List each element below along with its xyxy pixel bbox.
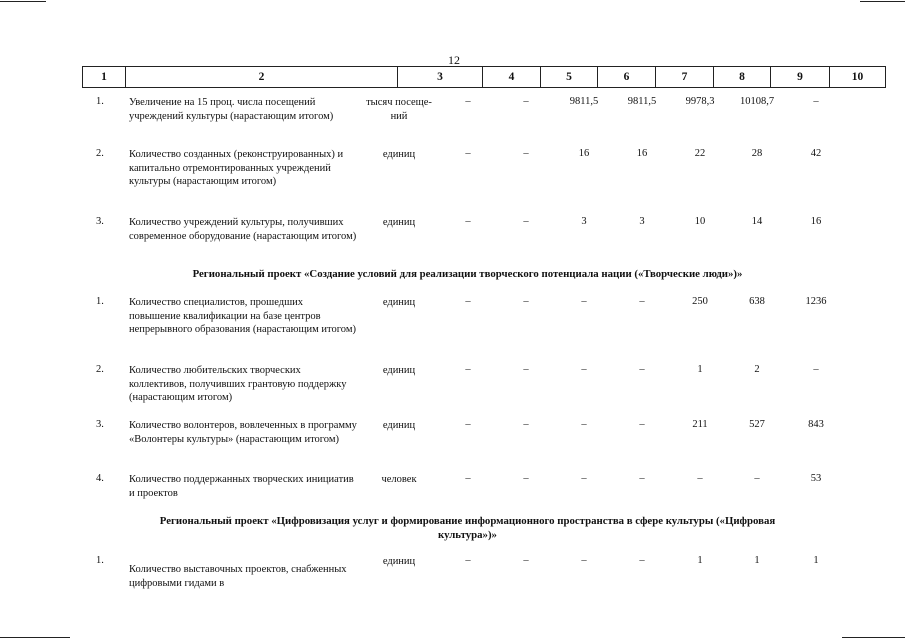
value-cell: 1 xyxy=(697,364,703,375)
value-cell: – xyxy=(813,364,819,375)
value-cell: – xyxy=(523,216,529,227)
value-cell: – xyxy=(639,364,645,375)
value-cell: – xyxy=(581,296,587,307)
value-cell: 527 xyxy=(749,419,765,430)
value-cell: – xyxy=(465,148,471,159)
value-cell: 3 xyxy=(581,216,587,227)
value-cell: – xyxy=(639,473,645,484)
unit-cell: единиц xyxy=(382,365,416,376)
column-header: 7 xyxy=(656,67,714,88)
value-cell: 211 xyxy=(692,419,708,430)
column-header: 9 xyxy=(771,67,830,88)
section-heading: Региональный проект «Создание условий для реализации творческого потенциала нации («Творческие люди»)» xyxy=(192,268,743,280)
value-cell: – xyxy=(465,364,471,375)
row-number: 4. xyxy=(96,473,104,484)
unit-cell: единиц xyxy=(382,556,416,567)
column-header: 5 xyxy=(541,67,598,88)
value-cell: – xyxy=(581,555,587,566)
value-cell: 28 xyxy=(751,148,763,159)
unit-cell: единиц xyxy=(382,217,416,228)
value-cell: 2 xyxy=(754,364,760,375)
value-cell: 250 xyxy=(692,296,708,307)
indicator-name: Количество волонтеров, вовлеченных в программу «Волонтеры культуры» (нарастающим итогом) xyxy=(129,420,357,445)
unit-cell: единиц xyxy=(382,297,416,308)
value-cell: – xyxy=(523,148,529,159)
indicator-name: Количество созданных (реконструированных) и капитально отремонтированных учреждений культуры (нарастающим итогом) xyxy=(129,149,344,187)
value-cell: 9811,5 xyxy=(569,96,599,107)
value-cell: – xyxy=(465,296,471,307)
value-cell: 1 xyxy=(754,555,760,566)
column-header: 1 xyxy=(83,67,126,88)
indicator-name: Количество учреждений культуры, получивших современное оборудование (нарастающим итогом) xyxy=(129,217,357,242)
row-number: 2. xyxy=(96,148,104,159)
value-cell: – xyxy=(523,96,529,107)
value-cell: 843 xyxy=(808,419,824,430)
indicator-name: Количество поддержанных творческих инициатив и проектов xyxy=(129,474,354,499)
indicator-name: Количество выставочных проектов, снабженных цифровыми гидами в xyxy=(129,564,347,589)
row-number: 3. xyxy=(96,419,104,430)
value-cell: – xyxy=(523,473,529,484)
value-cell: – xyxy=(639,296,645,307)
page-number: 12 xyxy=(448,53,460,67)
value-cell: 638 xyxy=(749,296,765,307)
row-number: 1. xyxy=(96,296,104,307)
unit-cell: человек xyxy=(381,474,417,485)
row-number: 1. xyxy=(96,555,104,566)
value-cell: 1 xyxy=(697,555,703,566)
value-cell: – xyxy=(465,419,471,430)
unit-cell: тысяч посеще-ний xyxy=(366,97,432,122)
row-number: 2. xyxy=(96,364,104,375)
value-cell: – xyxy=(754,473,760,484)
value-cell: 16 xyxy=(810,216,822,227)
value-cell: – xyxy=(465,473,471,484)
column-header: 3 xyxy=(398,67,483,88)
value-cell: – xyxy=(465,216,471,227)
value-cell: 3 xyxy=(639,216,645,227)
value-cell: 9811,5 xyxy=(627,96,657,107)
row-number: 1. xyxy=(96,96,104,107)
value-cell: – xyxy=(581,473,587,484)
value-cell: – xyxy=(697,473,703,484)
value-cell: 10 xyxy=(694,216,706,227)
value-cell: – xyxy=(523,419,529,430)
value-cell: – xyxy=(581,364,587,375)
value-cell: 16 xyxy=(578,148,590,159)
value-cell: – xyxy=(813,96,819,107)
value-cell: – xyxy=(465,96,471,107)
value-cell: – xyxy=(523,555,529,566)
value-cell: – xyxy=(639,419,645,430)
unit-cell: единиц xyxy=(382,149,416,160)
column-header: 10 xyxy=(830,67,886,88)
indicator-name: Увеличение на 15 проц. числа посещений учреждений культуры (нарастающим итогом) xyxy=(129,97,334,122)
column-header: 8 xyxy=(714,67,771,88)
value-cell: – xyxy=(523,296,529,307)
value-cell: – xyxy=(465,555,471,566)
value-cell: 16 xyxy=(636,148,648,159)
value-cell: 1236 xyxy=(805,296,827,307)
value-cell: – xyxy=(639,555,645,566)
value-cell: – xyxy=(581,419,587,430)
unit-cell: единиц xyxy=(382,420,416,431)
value-cell: 1 xyxy=(813,555,819,566)
row-number: 3. xyxy=(96,216,104,227)
indicator-name: Количество специалистов, прошедших повышение квалификации на базе центров непрерывного образования (нарастающим итогом) xyxy=(129,297,356,335)
column-header: 6 xyxy=(598,67,656,88)
value-cell: 10108,7 xyxy=(739,96,775,107)
value-cell: – xyxy=(523,364,529,375)
value-cell: 42 xyxy=(810,148,822,159)
value-cell: 9978,3 xyxy=(685,96,715,107)
value-cell: 14 xyxy=(751,216,763,227)
column-header: 2 xyxy=(126,67,398,88)
indicator-name: Количество любительских творческих коллективов, получивших грантовую поддержку (нарастающим итогом) xyxy=(129,365,347,403)
value-cell: 22 xyxy=(694,148,706,159)
section-heading: Региональный проект «Цифровизация услуг и формирование информационного пространства в сфере культуры («Цифровая культура»)» xyxy=(159,515,776,541)
value-cell: 53 xyxy=(810,473,822,484)
column-header: 4 xyxy=(483,67,541,88)
